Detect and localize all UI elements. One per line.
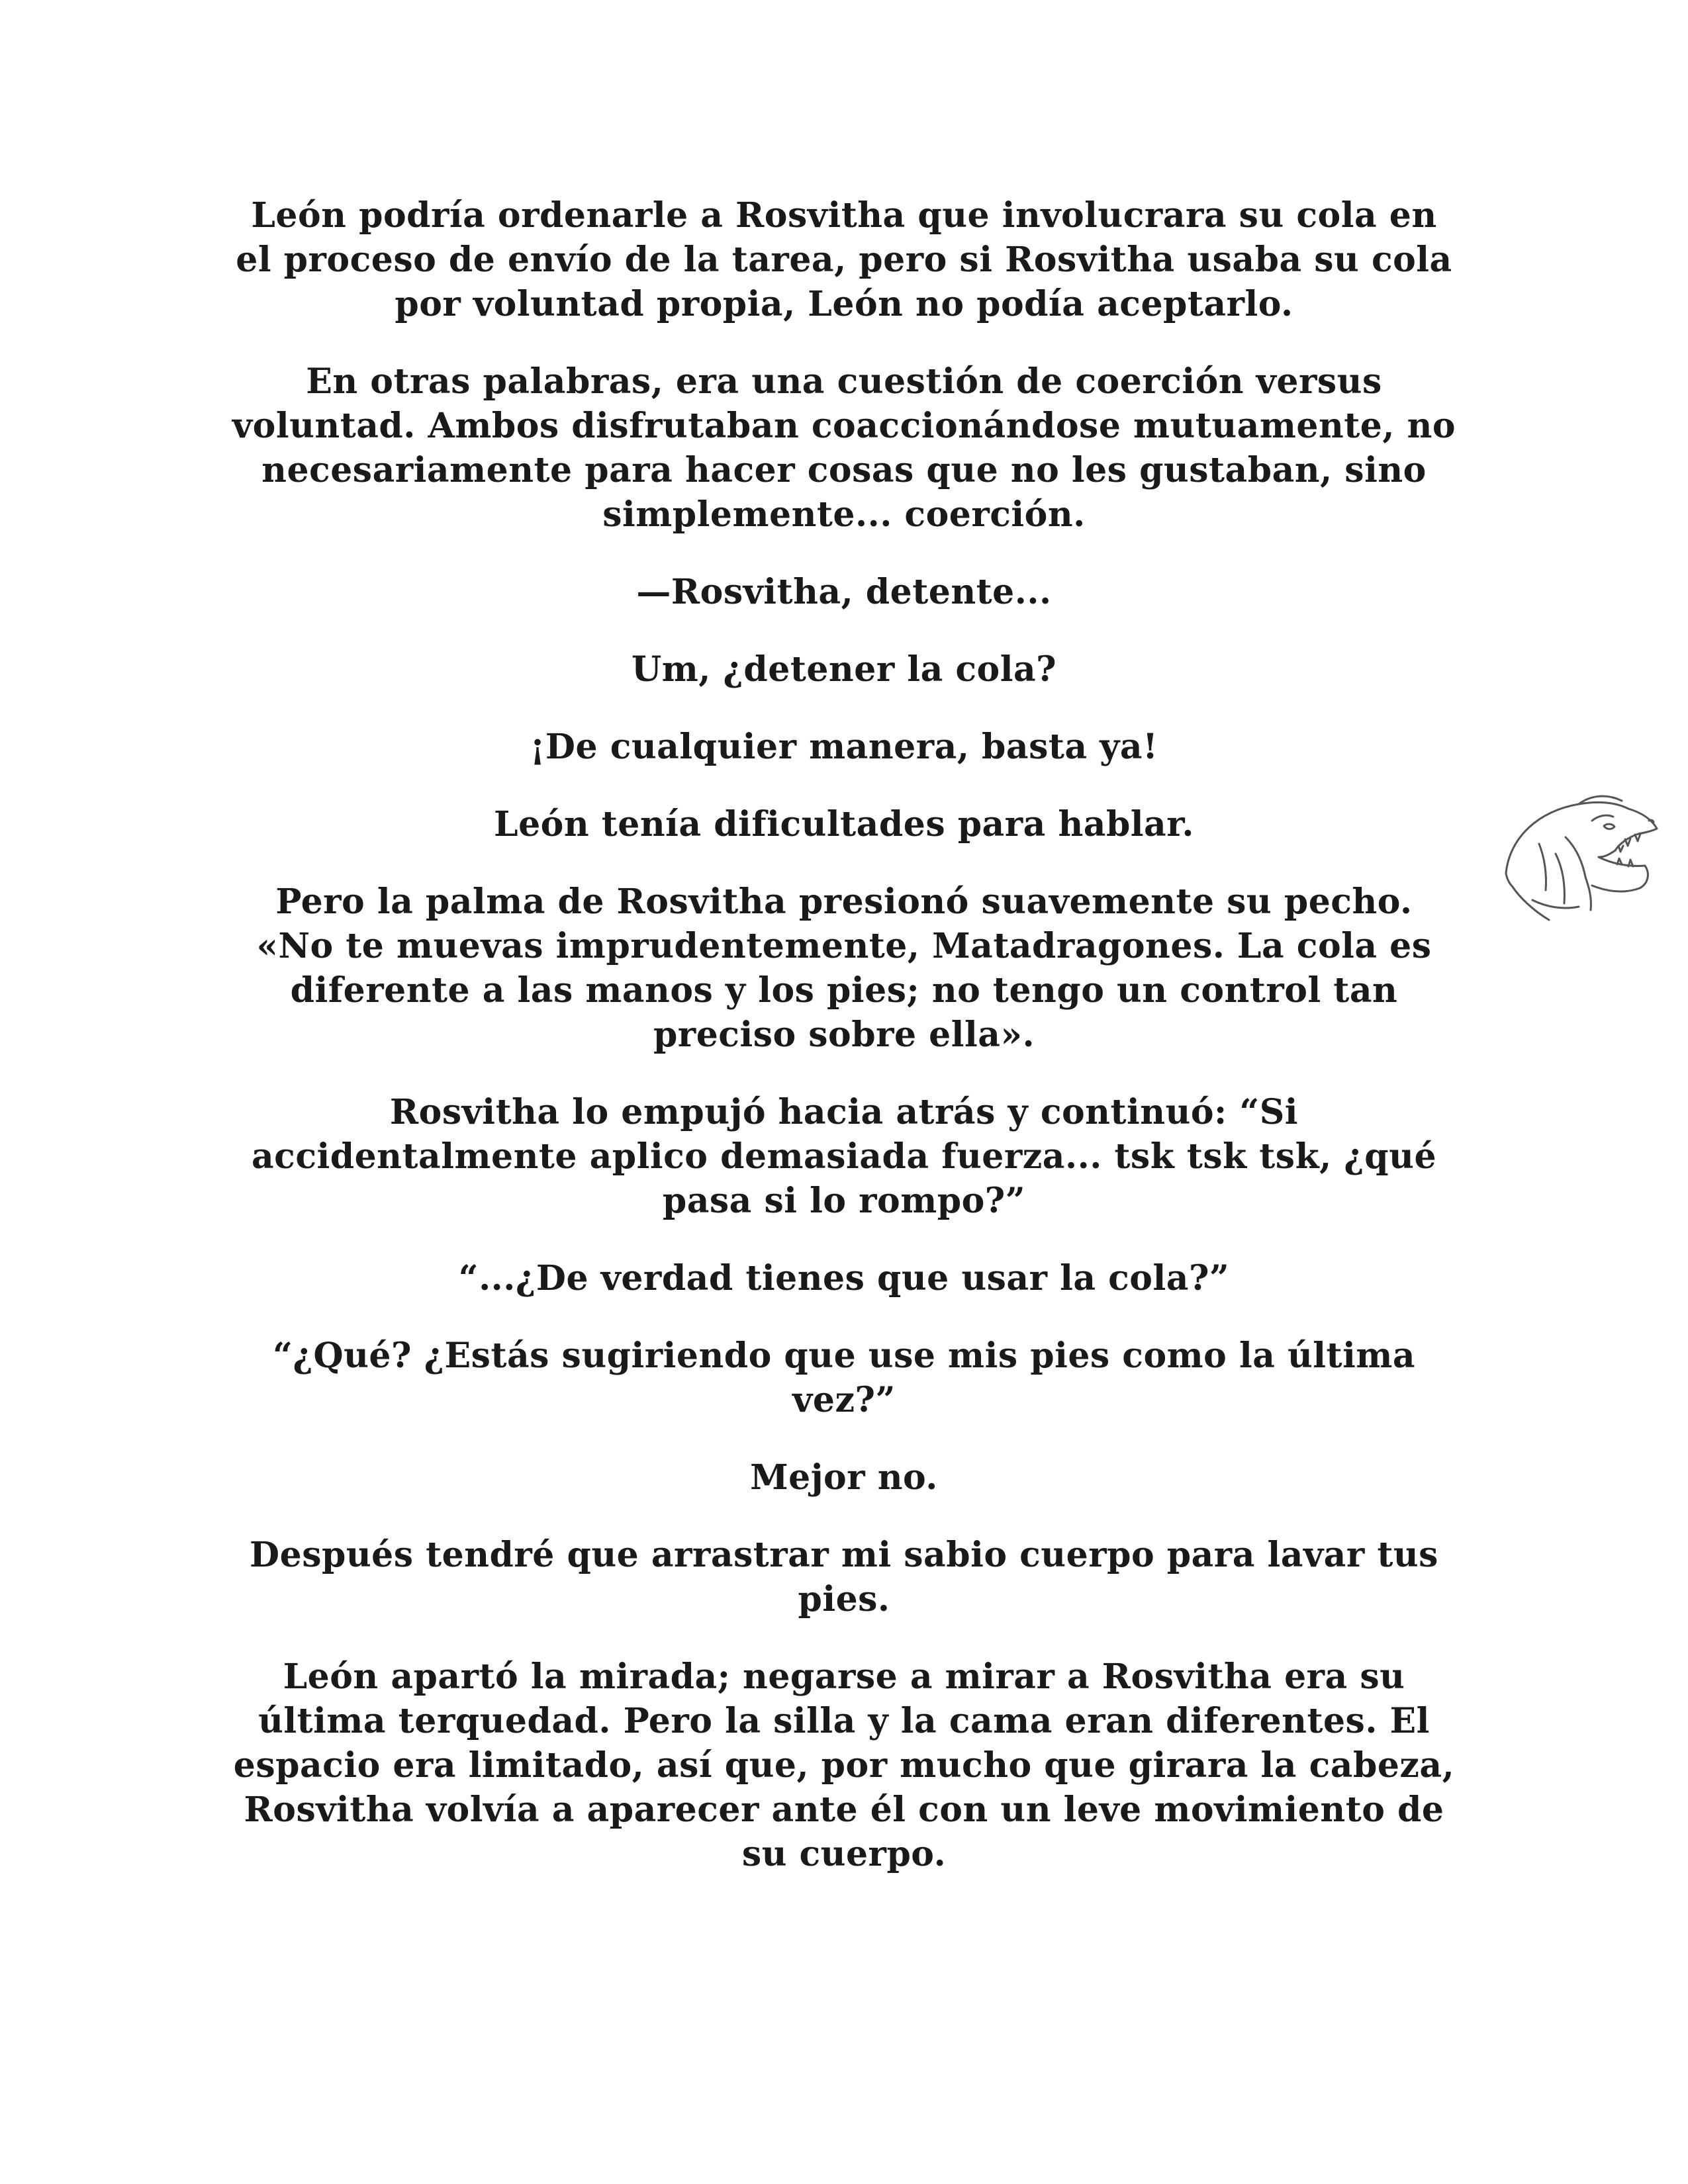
paragraph-3: —Rosvitha, detente... bbox=[636, 572, 1052, 612]
paragraph-10: “¿Qué? ¿Estás sugiriendo que use mis pies como la última vez?” bbox=[272, 1336, 1416, 1420]
paragraph-9: “...¿De verdad tienes que usar la cola?” bbox=[458, 1258, 1230, 1298]
paragraph-12: Después tendré que arrastrar mi sabio cuerpo para lavar tus pies. bbox=[250, 1535, 1438, 1619]
paragraph-8: Rosvitha lo empujó hacia atrás y continuó: “Si accidentalmente aplico demasiada fuerza... tsk tsk tsk, ¿qué pasa si lo rompo?” bbox=[251, 1092, 1437, 1221]
paragraph-7: Pero la palma de Rosvitha presionó suavemente su pecho. «No te muevas imprudentemente, Matadragones. La cola es diferente a las manos y los pies; no tengo un control tan preciso sobre ella». bbox=[256, 882, 1432, 1055]
paragraph-2: En otras palabras, era una cuestión de coerción versus voluntad. Ambos disfrutaban coaccionándose mutuamente, no necesariamente para hacer cosas que no les gustaban, sino simplemente... coerción. bbox=[232, 361, 1456, 535]
dinosaur-head-icon bbox=[1493, 774, 1668, 933]
paragraph-13: León apartó la mirada; negarse a mirar a Rosvitha era su última terquedad. Pero la silla y la cama eran diferentes. El espacio era limitado, así que, por mucho que girara la cabeza, Rosvitha volvía a aparecer ante él con un leve movimiento de su cuerpo. bbox=[233, 1657, 1455, 1874]
paragraph-4: Um, ¿detener la cola? bbox=[631, 649, 1057, 690]
paragraph-1: León podría ordenarle a Rosvitha que involucrara su cola en el proceso de envío de la tarea, pero si Rosvitha usaba su cola por voluntad propia, León no podía aceptarlo. bbox=[236, 195, 1452, 324]
paragraph-11: Mejor no. bbox=[750, 1457, 938, 1498]
paragraph-6: León tenía dificultades para hablar. bbox=[494, 804, 1194, 844]
paragraph-5: ¡De cualquier manera, basta ya! bbox=[530, 727, 1158, 767]
body-text bbox=[232, 193, 1456, 1909]
